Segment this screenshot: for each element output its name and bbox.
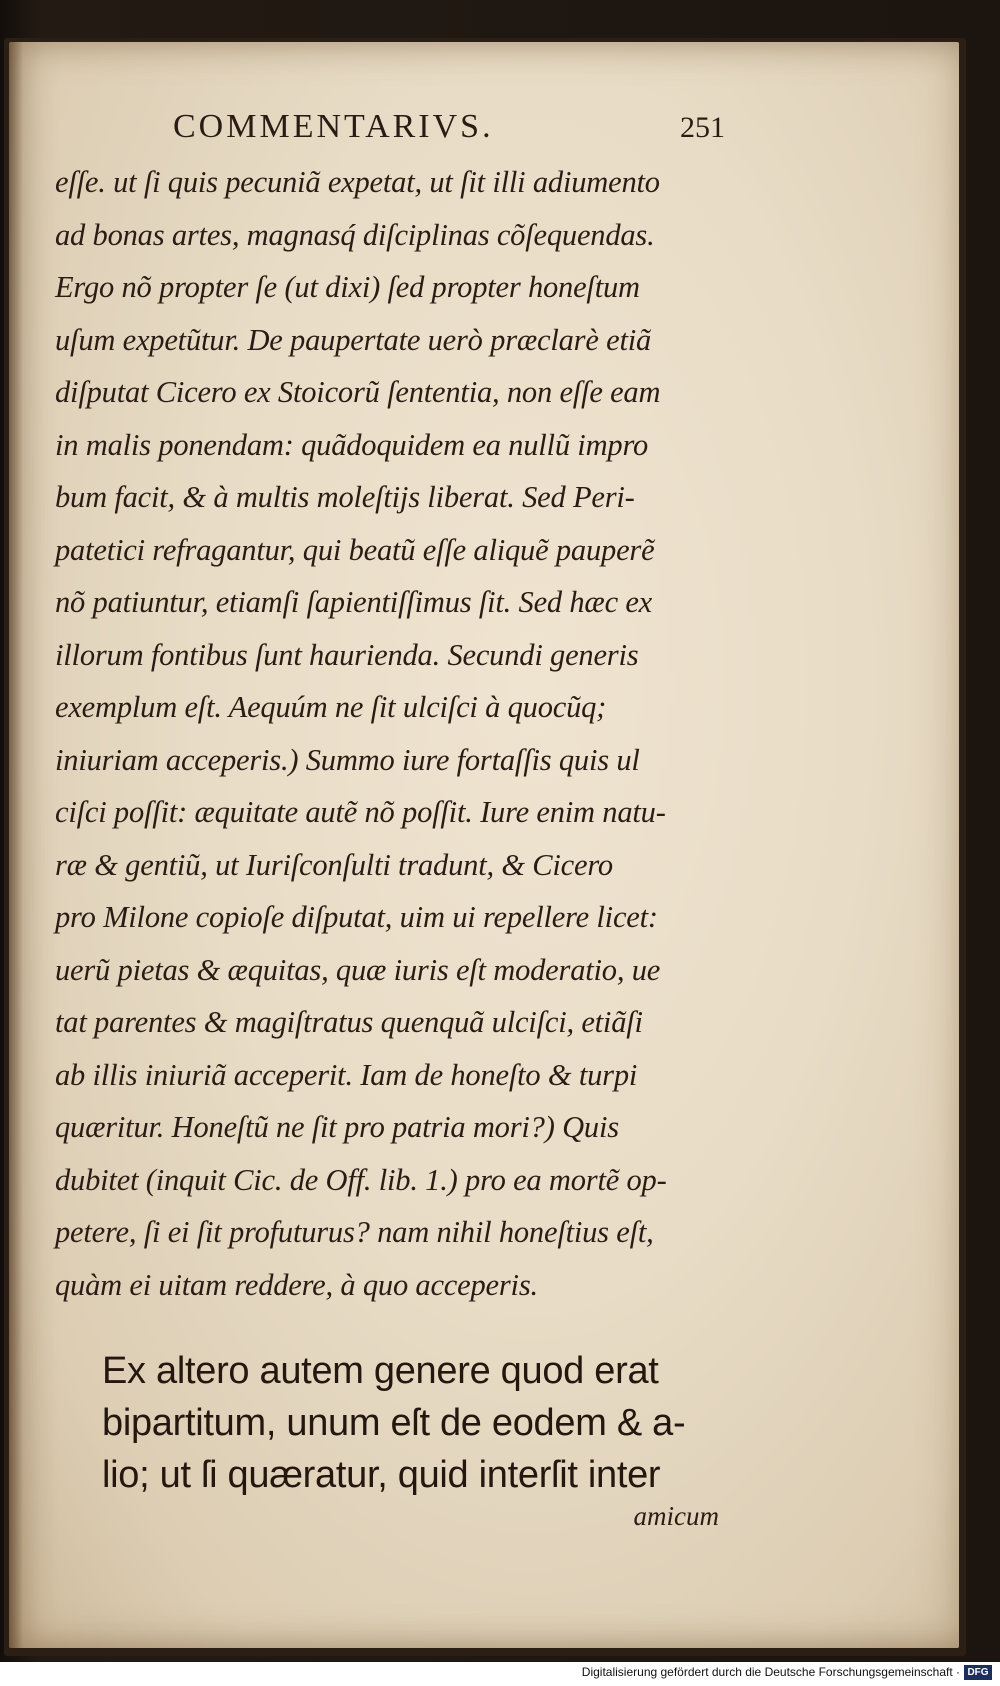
text-line: tat parentes & magiſtratus quenquã ulciſci, etiãſi — [55, 1005, 643, 1039]
text-line: exemplum eſt. Aequúm ne ſit ulciſci à quocũq; — [55, 690, 607, 724]
text-line: in malis ponendam: quãdoquidem ea nullũ impro — [55, 427, 649, 462]
text-line: patetici refragantur, qui beatũ eſſe aliquẽ pauperẽ — [55, 532, 655, 567]
text-line: pro Milone copioſe diſputat, uim ui repellere licet: — [55, 900, 658, 934]
text-line: ciſci poſſit: æquitate autẽ nõ poſſit. Iure enim natu- — [55, 795, 666, 829]
text-line: quæritur. Honeſtũ ne ſit pro patria mori?) Quis — [55, 1110, 619, 1144]
catchword: amicum — [633, 1501, 719, 1531]
italic-paragraph — [55, 156, 715, 1311]
text-line: uſum expetũtur. De paupertate uerò præclarè etiã — [55, 322, 652, 357]
page-gutter-shadow — [9, 42, 23, 1648]
text-line: ab illis iniuriã acceperit. Iam de honeſto & turpi — [55, 1057, 638, 1092]
text-line: illorum fontibus ſunt haurienda. Secundi generis — [55, 637, 639, 672]
text-line: bum facit, & à multis moleſtijs liberat. Sed Peri- — [55, 480, 635, 514]
text-line: eſſe. ut ſi quis pecuniã expetat, ut ſit illi adiumento — [55, 165, 660, 199]
running-head: COMMENTARIVS. — [173, 108, 494, 145]
text-line: bipartitum, unum eſt de eodem & a- — [102, 1402, 686, 1444]
text-line: petere, ſi ei ſit profuturus? nam nihil honeſtius eſt, — [55, 1215, 654, 1249]
text-line: ræ & gentiũ, ut Iuriſconſulti tradunt, & Cicero — [55, 847, 613, 882]
page-header — [173, 108, 725, 154]
page-number: 251 — [680, 111, 725, 144]
text-line: lio; ut ſi quæratur, quid interſit inter — [102, 1454, 661, 1496]
text-line: Ergo nõ propter ſe (ut dixi) ſed propter honeſtum — [55, 270, 640, 304]
footer-credit: Digitalisierung gefördert durch die Deutsche Forschungsgemeinschaft · — [581, 1665, 960, 1679]
text-line: quàm ei uitam reddere, à quo acceperis. — [55, 1267, 538, 1302]
text-line: diſputat Cicero ex Stoicorũ ſententia, non eſſe eam — [55, 375, 661, 409]
dfg-logo: DFG — [964, 1665, 992, 1680]
text-line: nõ patiuntur, etiamſi ſapientiſſimus ſit. Sed hæc ex — [55, 585, 653, 619]
text-line: ad bonas artes, magnasq́ diſciplinas cõſequendas. — [55, 217, 655, 252]
text-line: uerũ pietas & æquitas, quæ iuris eſt moderatio, ue — [55, 952, 661, 987]
text-line: dubitet (inquit Cic. de Off. lib. 1.) pro ea mortẽ op- — [55, 1162, 667, 1197]
text-line: Ex altero autem genere quod erat — [102, 1350, 659, 1392]
roman-paragraph — [55, 1345, 715, 1501]
text-line: iniuriam acceperis.) Summo iure fortaſſis quis ul — [55, 742, 640, 777]
page-text-block — [55, 108, 725, 1532]
